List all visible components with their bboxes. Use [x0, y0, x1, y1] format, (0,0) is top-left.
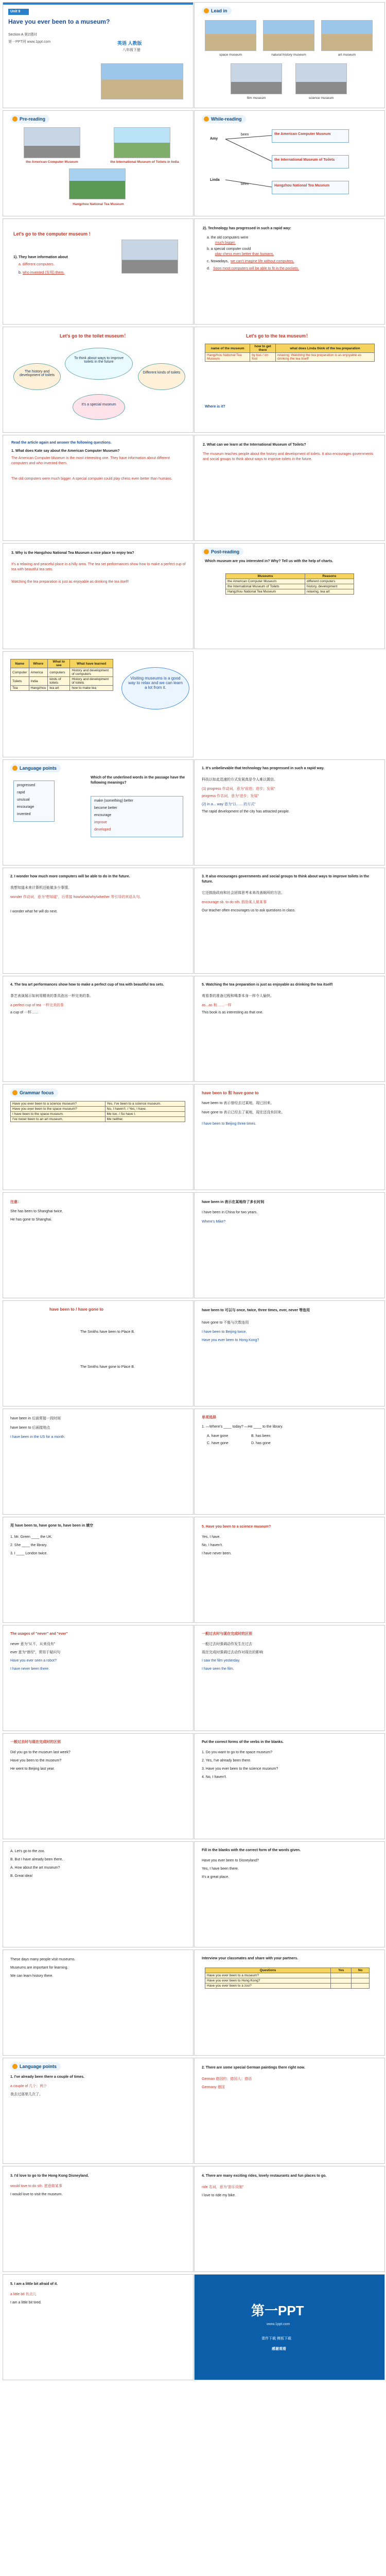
- line-4: B. Great idea!: [10, 1874, 33, 1878]
- question-1: 1). They have information about: [13, 256, 68, 259]
- interview-cell[interactable]: [352, 1973, 370, 1978]
- point-title: 2. I wonder how much more computers will be able to do in the future.: [10, 875, 130, 878]
- line-1: 一般过去时强调动作发生在过去: [202, 1642, 252, 1646]
- history-bubble: The history and development of toilets: [13, 363, 61, 390]
- question-2: 2. What can we learn at the International Museum of Toilets?: [203, 443, 306, 447]
- slide-science-museum: [194, 1517, 385, 1623]
- end-line-2: 感谢观看: [272, 2347, 286, 2351]
- slide-language-points-2: [3, 2058, 194, 2164]
- line-4: Have you ever been to Hong Kong?: [202, 1338, 259, 1342]
- slide-grammar-focus: [3, 1084, 194, 1190]
- interview-cell[interactable]: [331, 1978, 352, 1984]
- meaning-item: developed: [94, 828, 111, 832]
- table-cell: Toilets: [11, 677, 29, 686]
- slide-post-reading: [194, 543, 385, 649]
- meaning-item: become better: [94, 806, 117, 810]
- line-2: a couple of 几个；两个: [10, 2084, 47, 2088]
- table-cell: Computer: [11, 668, 29, 677]
- caption-toilet-museum: the International Museum of Toilets in India: [110, 160, 179, 164]
- heading-bullet-icon: [12, 766, 17, 771]
- example-2: The Smiths have gone to Place B.: [80, 1365, 135, 1369]
- line-4: I have never been there.: [10, 1667, 49, 1671]
- col-think: what does Linda think of the tea preparation: [275, 344, 374, 353]
- line-3: I have never been.: [202, 1552, 232, 1555]
- slide-pre-reading: [3, 110, 194, 216]
- caption-tea-museum: Hangzhou National Tea Museum: [73, 202, 124, 206]
- line-3: Where's Mike?: [202, 1220, 226, 1224]
- caption-computer-museum: the American Computer Museum: [26, 160, 78, 164]
- end-line-1: 课件下载 模板下载: [261, 2337, 291, 2341]
- section-heading: Pre-reading: [10, 115, 49, 123]
- col-see: What to see: [48, 659, 70, 668]
- line-3: I saw the film yesterday.: [202, 1659, 240, 1663]
- unit-tag-text: Unit 9: [10, 10, 21, 13]
- slide-while-reading: [194, 110, 385, 216]
- slide-title: Fill in the blanks with the correct form of the words given.: [202, 1849, 301, 1852]
- slide-times: [194, 1300, 385, 1406]
- line-2: 2. Yes, I've already been there.: [202, 1759, 251, 1762]
- col-name: Name: [11, 659, 29, 668]
- slide-computer-museum-q: [3, 218, 194, 325]
- item-b-answer: play chess even better than humans.: [215, 252, 274, 256]
- slide-title: The usages of "never" and "ever": [10, 1632, 68, 1636]
- museum-illustration: [101, 63, 183, 99]
- point-title: 1. It's unbelievable that technology has progressed in such a rapid way.: [202, 767, 325, 770]
- point-cn: 我想知道未来计算机还能做多少事情。: [10, 886, 72, 890]
- line-2: Have you been to the museum?: [10, 1759, 62, 1762]
- prompt: Which museum are you interested in? Why? Tell us with the help of charts.: [205, 560, 334, 563]
- slide-language-point-tea-art: [3, 976, 194, 1082]
- caption-science: science museum: [308, 96, 334, 100]
- label-amy: Amy: [210, 137, 218, 141]
- caption-film: film museum: [247, 96, 266, 100]
- meaning-item: encourage: [94, 814, 112, 817]
- point-cn: 它还鼓励政府和社会团体思考未来改善厕所的方法。: [202, 891, 285, 895]
- point-ex2: progress 作名词，意为“进步；发展”: [202, 794, 259, 798]
- interview-cell[interactable]: [331, 1984, 352, 1989]
- slide-language-point-as-as: [194, 976, 385, 1082]
- line-1: Did you go to the museum last week?: [10, 1751, 71, 1754]
- cell-how: by bus / on foot: [250, 353, 276, 362]
- table-cell: India: [29, 677, 48, 686]
- example: I have been to Beijing three times.: [202, 1122, 256, 1126]
- line-2: have gone to 表示已经去了某地，现在还没有回来。: [202, 1111, 285, 1114]
- meaning-item: make (something) better: [94, 799, 133, 803]
- line-1: These days many people visit museums.: [10, 1958, 76, 1961]
- map-toilet-museum: the International Museum of Toilets: [272, 155, 349, 168]
- slide-title: have been to / have gone to: [49, 1307, 103, 1312]
- line-1: 4. There are many exciting rides, lovely restaurants and fun places to go.: [202, 2174, 327, 2178]
- line-2: 现在完成时强调过去动作对现在的影响: [202, 1651, 263, 1654]
- slide-fill-in: [3, 1517, 194, 1623]
- slide-dialogue: [3, 1841, 194, 1947]
- line-3: He went to Beijing last year.: [10, 1767, 55, 1771]
- grammar-right: No, I haven't. / Yes, I have.: [105, 1107, 185, 1112]
- interview-cell[interactable]: [331, 1973, 352, 1978]
- end-url: www.1ppt.com: [267, 2323, 290, 2326]
- heading-bullet-icon: [204, 8, 209, 13]
- special-bubble: It's a special museum: [73, 394, 125, 420]
- answer-1b: The old computers were much bigger. A special computer could play chess even better than humans.: [11, 477, 172, 481]
- table-cell: tea art: [48, 686, 70, 691]
- point-ex1: a perfect cup of tea 一杯完美的茶: [10, 1004, 64, 1007]
- line-3: A. How about the art museum?: [10, 1866, 60, 1870]
- center-bubble: To think about ways to improve toilets in the future: [65, 348, 133, 380]
- interview-question: Have you ever been to Hong Kong?: [205, 1978, 331, 1984]
- been-label-2: been: [241, 182, 249, 186]
- map-computer-museum: the American Computer Museum: [272, 129, 349, 143]
- grammar-right: Me too. / So have I.: [105, 1112, 185, 1117]
- where-question: Where is it?: [205, 405, 225, 409]
- col-museums: Museums: [226, 574, 305, 579]
- slide-been-in: [194, 1192, 385, 1298]
- slide-interview: [194, 1950, 385, 2056]
- computer-museum-photo: [24, 127, 80, 158]
- slide-title: Put the correct forms of the verbs in the blanks.: [202, 1740, 284, 1744]
- slide-verb-forms: [194, 1733, 385, 1839]
- tea-table: [205, 344, 375, 362]
- line-2: Museums are important for learning.: [10, 1966, 68, 1970]
- meanings-column: [91, 796, 183, 837]
- museum-reasons-table: [225, 573, 354, 595]
- item-d-answer: Soon most computers will be able to fit in the pockets.: [213, 267, 299, 270]
- grammar-left: Have you ever been to a science museum?: [11, 1101, 106, 1107]
- item-c: c. Nowadays,: [207, 260, 229, 263]
- tea-museum-photo: [69, 168, 126, 199]
- slide-title: [3, 2, 194, 108]
- slide-title: 2). Technology has progressed in such a rapid way:: [203, 227, 291, 230]
- slide-lead-in: [194, 2, 385, 108]
- line-1: Yes, I have.: [202, 1535, 221, 1539]
- point-title: 3. It also encourages governments and social groups to think about ways to improve toilets in the future.: [202, 875, 370, 884]
- table-cell: kinds of toilets: [48, 677, 70, 686]
- point-ex3: (2) in a... way 意为“以……的方式”: [202, 803, 256, 806]
- line-1: have been to 表示曾经去过某地，现已回来。: [202, 1101, 274, 1105]
- slide-note: [3, 1192, 194, 1298]
- point-title: 5. Watching the tea preparation is just as enjoyable as drinking the tea itself!: [202, 983, 333, 987]
- col-yes: Yes: [331, 1968, 352, 1973]
- col-where: Where: [29, 659, 48, 668]
- answer-3: It's a relaxing and peaceful place in a hilly area. The tea set performances show how to make a perfect cup of tea with beautiful tea sets.: [11, 563, 186, 571]
- space-museum-photo: [205, 20, 256, 51]
- line-1: Have you ever been to Disneyland?: [202, 1859, 259, 1862]
- line-2: have gone to 不能与次数连用: [202, 1321, 249, 1325]
- cell-think: relaxing; Watching the tea preparation is as enjoyable as drinking the tea itself!: [275, 353, 374, 362]
- line-2: a little bit 有点儿: [10, 2293, 37, 2296]
- word-item: encourage: [17, 805, 34, 809]
- point-cn: 科技以如此迅速的方式发展真是令人难以置信。: [202, 778, 277, 782]
- slide-question-2: [194, 435, 385, 541]
- point-cn: 茶艺表演展示如何用精美的茶具泡出一杯完美的茶。: [10, 994, 93, 998]
- point-ex4: The rapid development of the city has attracted people.: [202, 810, 290, 814]
- grammar-left: Have you ever been to the space museum?: [11, 1107, 106, 1112]
- film-museum-photo: [231, 63, 282, 94]
- line-3: 3. I ____ London twice.: [10, 1552, 48, 1555]
- word-item: unusual: [17, 798, 30, 802]
- slide-language-point-wonder: [3, 868, 194, 974]
- note-label: 注意：: [10, 1200, 21, 1204]
- table-cell: History and development of toilets: [70, 677, 113, 686]
- slide-been-in-time: [3, 1409, 194, 1515]
- slide-title: 5. Have you been to a science museum?: [202, 1525, 271, 1529]
- option: C. have gone: [207, 1442, 229, 1445]
- slide-title: Let's go to the toilet museum！: [60, 333, 129, 338]
- interview-question: Have you ever been to a zoo?: [205, 1984, 331, 1989]
- line-2: have been to 后面接地点: [10, 1426, 50, 1430]
- table-cell: History and development of computers: [70, 668, 113, 677]
- section-heading: While-reading: [202, 115, 246, 123]
- grammar-right: Yes, I've been to a science museum.: [105, 1101, 185, 1107]
- slide-smiths: [3, 1300, 194, 1406]
- answer-2: who invented (发明) them.: [23, 271, 65, 275]
- line-2: Yes, I have been there.: [202, 1867, 239, 1871]
- row3-reason: relaxing, tea art: [305, 589, 354, 595]
- slide-title: Let's go to the tea museum！: [246, 333, 311, 338]
- slide-tense-comparison: [194, 1625, 385, 1731]
- line-1: 3. I'd love to go to the Hong Kong Disneyland.: [10, 2174, 89, 2178]
- slide-tea-museum: [194, 327, 385, 433]
- answer-1: The American Computer Museum is the most interesting one. They have information about different computers and who invented them.: [11, 456, 170, 465]
- top-band: [3, 3, 193, 5]
- line-3: I have been to Beijing twice.: [202, 1330, 247, 1334]
- interview-cell[interactable]: [352, 1978, 370, 1984]
- slide-title: 用 have been to, have gone to, have been in 填空: [10, 1524, 94, 1528]
- slide-would-love: [3, 2166, 194, 2272]
- kinds-bubble: Different kinds of toilets: [138, 363, 185, 390]
- publisher-logo: 英语 人教版: [117, 41, 142, 46]
- slide-quiz: [194, 1409, 385, 1515]
- line-1: have been in 后面常接一段时间: [10, 1417, 61, 1420]
- label-linda: Linda: [210, 178, 220, 182]
- natural-history-photo: [263, 20, 314, 51]
- slide-german: [194, 2058, 385, 2164]
- slide-rides: [194, 2166, 385, 2272]
- grammar-right: Me neither.: [105, 1117, 185, 1122]
- line-3: I am a little bit tired.: [10, 2301, 42, 2304]
- slide-technology-progress: [194, 218, 385, 325]
- answer-3b: Watching the tea preparation is just as enjoyable as drinking the tea itself!: [11, 580, 129, 584]
- line-3: Germany 德国: [202, 2086, 225, 2089]
- question-3: 3. Why is the Hangzhou National Tea Museum a nice place to enjoy tea?: [11, 551, 134, 555]
- slide-summary-table: [3, 651, 194, 757]
- line-1: have been in 表示在某地待了多长时间: [202, 1200, 265, 1204]
- line-1: never 意为“从不，从来没有”: [10, 1642, 56, 1646]
- site-url: 第一PPT网 www.1ppt.com: [8, 40, 51, 44]
- been-label-1: been: [241, 133, 249, 137]
- col-no: No: [352, 1968, 370, 1973]
- item-a: a. the old computers were: [207, 236, 249, 240]
- line-2: I have been in China for two years.: [202, 1211, 258, 1214]
- point-ex1: wonder 作动词，意为“想知道”，后常接 how/what/why/whether 等引导的宾语从句。: [10, 895, 144, 899]
- line-1: 1. I've already been there a couple of times.: [10, 2075, 85, 2079]
- caption-space: space museum: [219, 53, 242, 57]
- line-3: I would love to visit the museum.: [10, 2193, 63, 2196]
- intro: Read the article again and answer the following questions.: [11, 441, 112, 445]
- col-name: name of the museum: [205, 344, 250, 353]
- line-2: would love to do sth. 愿意做某事: [10, 2184, 62, 2188]
- table-cell: computers: [48, 668, 70, 677]
- table-cell: America: [29, 668, 48, 677]
- interview-table: [205, 1968, 370, 1989]
- line-2: No, I haven't.: [202, 1544, 223, 1547]
- slide-a-little-bit: [3, 2274, 194, 2380]
- word-item: rapid: [17, 791, 25, 794]
- option: A. have gone: [207, 1434, 229, 1438]
- point-ex1: encourage sb. to do sth. 鼓励某人做某事: [202, 901, 267, 904]
- heading-bullet-icon: [12, 116, 17, 122]
- row2-reason: history, development: [305, 584, 354, 589]
- line-1: have been to 可以与 once, twice, three times, ever, never 等连用: [202, 1309, 310, 1312]
- option: B. has been: [251, 1434, 271, 1438]
- row3-museum: Hangzhou National Tea Museum: [226, 589, 305, 595]
- example-1: The Smiths have been to Place B.: [80, 1330, 135, 1334]
- slide-title: 单项选择: [202, 1416, 216, 1419]
- row2-museum: the International Museum of Toilets: [226, 584, 305, 589]
- slide-question-3: [3, 543, 194, 649]
- line-3: It's a great place.: [202, 1875, 230, 1879]
- slide-language-points-1: [3, 759, 194, 866]
- line-3: We can learn history there.: [10, 1974, 54, 1978]
- slide-disneyland: [194, 1841, 385, 1947]
- point-title: 4. The tea art performances show how to make a perfect cup of tea with beautiful tea sets.: [10, 983, 164, 987]
- col-questions: Questions: [205, 1968, 331, 1973]
- summary-bubble: Visiting museums is a good way to relax and we can learn a lot from it.: [121, 667, 189, 709]
- line-1: 5. I am a little bit afraid of it.: [10, 2282, 58, 2286]
- caption-art: art museum: [338, 53, 356, 57]
- slide-been-gone: [194, 1084, 385, 1190]
- table-cell: Hangzhou: [29, 686, 48, 691]
- section-heading: Language points: [10, 2062, 61, 2071]
- computer-photo: [121, 240, 178, 274]
- line-2: 2. She ____ the library.: [10, 1544, 47, 1547]
- col-how: how to get there: [250, 344, 276, 353]
- slide-title: Let's go to the computer museum !: [13, 231, 91, 236]
- line-2: ride 名词，意为“游乐设施”: [202, 2185, 244, 2189]
- section-heading: Post-reading: [202, 548, 243, 556]
- grammar-left: I've never been to an art museum.: [11, 1117, 106, 1122]
- word-item: invented: [17, 812, 31, 816]
- slide-title: 一般过去时与现在完成时的区别: [202, 1632, 252, 1636]
- slide-end: [194, 2274, 385, 2380]
- art-museum-photo: [321, 20, 373, 51]
- slide-language-point-encourage: [194, 868, 385, 974]
- slide-reading-passage: [3, 1950, 194, 2056]
- caption-natural: natural history museum: [271, 53, 306, 57]
- option: D. has gone: [251, 1442, 271, 1445]
- section-heading: Grammar focus: [10, 1089, 58, 1097]
- row1-reason: different computers: [305, 579, 354, 584]
- line-4: I have seen the film.: [202, 1667, 234, 1671]
- line-3: Have you ever seen a robot?: [10, 1659, 57, 1663]
- line-2: German 德国的；德国人；德语: [202, 2077, 252, 2081]
- toilet-museum-photo: [114, 127, 170, 158]
- item-a-answer: much bigger.: [215, 241, 236, 245]
- line-1: 1. Mr. Green ____ the UK.: [10, 1535, 52, 1539]
- slide-language-point-progress: [194, 759, 385, 866]
- line-1: 2. There are some special German paintings there right now.: [202, 2066, 305, 2070]
- meaning-item: improve: [94, 821, 107, 824]
- answer-2: The museum teaches people about the history and development of toilets. It also encourages governments and social groups to think about ways to improve toilets in the future.: [203, 452, 374, 461]
- slide-read-again: [3, 435, 194, 541]
- table-cell: how to make tea: [70, 686, 113, 691]
- point-ex1: as...as 和……一样: [202, 1004, 232, 1007]
- point-ex2: Our teacher often encourages us to ask questions in class.: [202, 909, 296, 912]
- item-c-answer: we can't imagine life without computers.: [231, 260, 294, 263]
- connector-lines: [195, 111, 385, 216]
- words-column: [13, 781, 55, 822]
- point-ex1: (1) progress 作动词，意为“前进；进步；发展”: [202, 787, 275, 791]
- word-item: progressed: [17, 784, 36, 787]
- cell-name: Hangzhou National Tea Museum: [205, 353, 250, 362]
- line-3: I have been in the US for a month.: [10, 1435, 65, 1439]
- slide-never-ever: [3, 1625, 194, 1731]
- point-ex2: This book is as interesting as that one.: [202, 1011, 264, 1014]
- row1-museum: the American Computer Museum: [226, 579, 305, 584]
- grammar-left: I have been to the space museum.: [11, 1112, 106, 1117]
- point-ex2: I wonder what he will do next.: [10, 910, 58, 913]
- col-learned: What have learned: [70, 659, 113, 668]
- point-ex2: a cup of 一杯……: [10, 1011, 39, 1014]
- answer-1: a. different computers.: [19, 263, 55, 266]
- slide-title: 一般过去时与现在完成时的区别: [10, 1740, 61, 1744]
- point-cn: 观看茶的准备过程和喝茶本身一样令人愉快。: [202, 994, 274, 998]
- line-3: 3. Have you ever been to the science museum?: [202, 1767, 278, 1771]
- question-1: 1. What does Kate say about the American Computer Museum?: [11, 449, 120, 453]
- item-d: d.: [207, 267, 210, 270]
- science-museum-photo: [295, 63, 347, 94]
- lesson-title: Have you ever been to a museum?: [8, 18, 110, 25]
- slide-toilet-museum: [3, 327, 194, 433]
- line-3: I love to ride my bike.: [202, 2194, 236, 2197]
- item-b: b. a special computer could: [207, 247, 251, 251]
- interview-cell[interactable]: [352, 1984, 370, 1989]
- question: 1. —Where's ____ today? —He ____ to the library.: [202, 1425, 284, 1429]
- slide-title: have been to 和 have gone to: [202, 1091, 259, 1095]
- line-4: 4. No, I haven't.: [202, 1775, 227, 1779]
- line-2: ever 意为“曾经”，常用于疑问句: [10, 1651, 61, 1654]
- map-tea-museum: Hangzhou National Tea Museum: [272, 181, 349, 194]
- section-heading: Language points: [10, 764, 61, 772]
- col-reasons: Reasons: [305, 574, 354, 579]
- slide-tense-examples: [3, 1733, 194, 1839]
- section-heading: Lead in: [202, 7, 232, 15]
- summary-table: [10, 659, 113, 691]
- lesson-subtitle: Section A 第2课时: [8, 33, 38, 37]
- grammar-table: [10, 1101, 185, 1122]
- heading-bullet-icon: [204, 549, 209, 554]
- grade-label: 八年级下册: [122, 48, 141, 52]
- heading-bullet-icon: [12, 1090, 17, 1095]
- interview-question: Have you ever been to a museum?: [205, 1973, 331, 1978]
- note-1: She has been to Shanghai twice.: [10, 1210, 63, 1213]
- table-cell: Tea: [11, 686, 29, 691]
- slide-title: Interview your classmates and share with your partners.: [202, 1957, 299, 1960]
- question-2: b.: [19, 271, 22, 275]
- prompt: Which of the underlined words in the passage have the following meanings?: [91, 776, 185, 785]
- end-logo: 第一PPT: [251, 2303, 304, 2318]
- line-1: 1. Do you want to go to the space museum?: [202, 1751, 272, 1754]
- line-1: A. Let's go to the zoo.: [10, 1850, 45, 1853]
- note-2: He has gone to Shanghai.: [10, 1218, 52, 1222]
- line-3: 我去过那里几次了。: [10, 2093, 43, 2096]
- line-2: B. But I have already been there.: [10, 1858, 63, 1861]
- heading-bullet-icon: [12, 2064, 17, 2069]
